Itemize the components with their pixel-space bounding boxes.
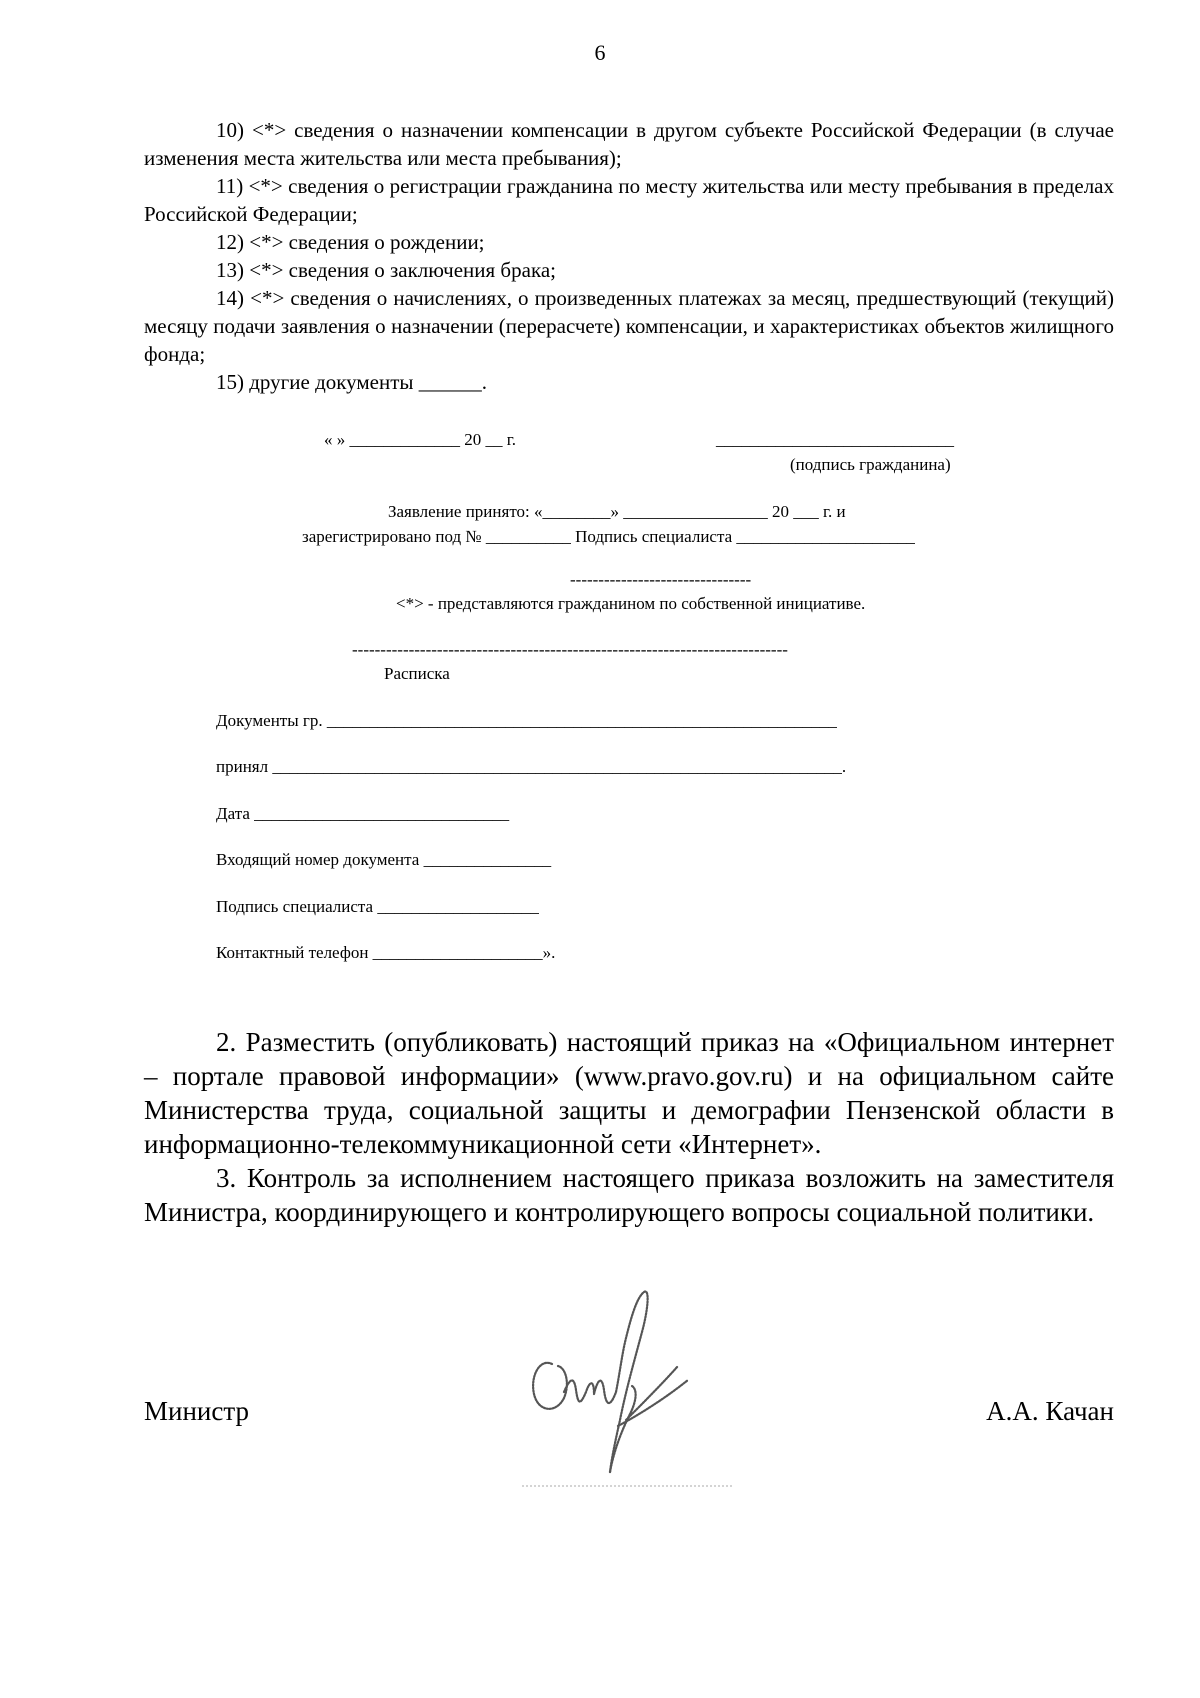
list-item: 12) <*> сведения о рождении;	[216, 230, 485, 254]
list-item: 13) <*> сведения о заключения брака;	[216, 258, 556, 282]
footnote-separator: --------------------------------	[570, 570, 752, 589]
signer-position: Министр	[144, 1396, 249, 1426]
paragraph-control: 3. Контроль за исполнением настоящего приказа возложить на заместителя Министра, координирующего и контролирующего вопросы социальной политики.	[144, 1163, 1114, 1227]
order-paragraphs	[144, 1025, 1114, 1229]
receipt-title: Расписка	[384, 664, 450, 683]
list-item: 14) <*> сведения о начислениях, о произведенных платежах за месяц, предшествующий (текущий) месяцу подачи заявления о назначении (перерасчете) компенсации, и характеристиках объектов жилищного фонда;	[144, 286, 1114, 366]
date-line: « » _____________ 20 __ г.	[324, 430, 517, 449]
receipt-field-documents: Документы гр. ____________________________________________________________	[216, 711, 837, 730]
citizen-signature-line: ____________________________	[716, 430, 954, 449]
list-item: 11) <*> сведения о регистрации гражданина по месту жительства или месту пребывания в пределах Российской Федерации;	[144, 174, 1114, 226]
receipt-field-date: Дата ______________________________	[216, 804, 510, 823]
footnote: <*> - представляются гражданином по собственной инициативе.	[396, 594, 866, 613]
handwritten-signature	[518, 1280, 738, 1490]
documents-list	[144, 116, 1114, 396]
list-item: 15) другие документы ______.	[216, 370, 488, 394]
paragraph-publication: 2. Разместить (опубликовать) настоящий приказ на «Официальном интернет – портале правовой информации» (www.pravo.gov.ru) и на официальном сайте Министерства труда, социальной защиты и демографии Пензенской области в информационно-телекоммуникационной сети «Интернет».	[144, 1027, 1114, 1159]
receipt-field-phone: Контактный телефон ____________________».	[216, 943, 556, 962]
page-number: 6	[594, 40, 606, 65]
receipt-field-accepted: принял ___________________________________________________________________.	[216, 757, 847, 776]
receipt-field-specialist-signature: Подпись специалиста ___________________	[216, 897, 539, 916]
cut-line: -----------------------------------------------------------------------------	[352, 640, 788, 659]
receipt-field-incoming-number: Входящий номер документа _______________	[216, 850, 552, 869]
list-item: 10) <*> сведения о назначении компенсации в другом субъекте Российской Федерации (в случае изменения места жительства или места пребывания);	[144, 118, 1114, 170]
signer-name: А.А. Качан	[986, 1396, 1114, 1426]
accepted-line: Заявление принято: «________» _________________ 20 ___ г. и	[388, 502, 846, 521]
citizen-signature-caption: (подпись гражданина)	[790, 455, 951, 474]
registered-line: зарегистрировано под № __________ Подпись специалиста _____________________	[302, 527, 915, 546]
